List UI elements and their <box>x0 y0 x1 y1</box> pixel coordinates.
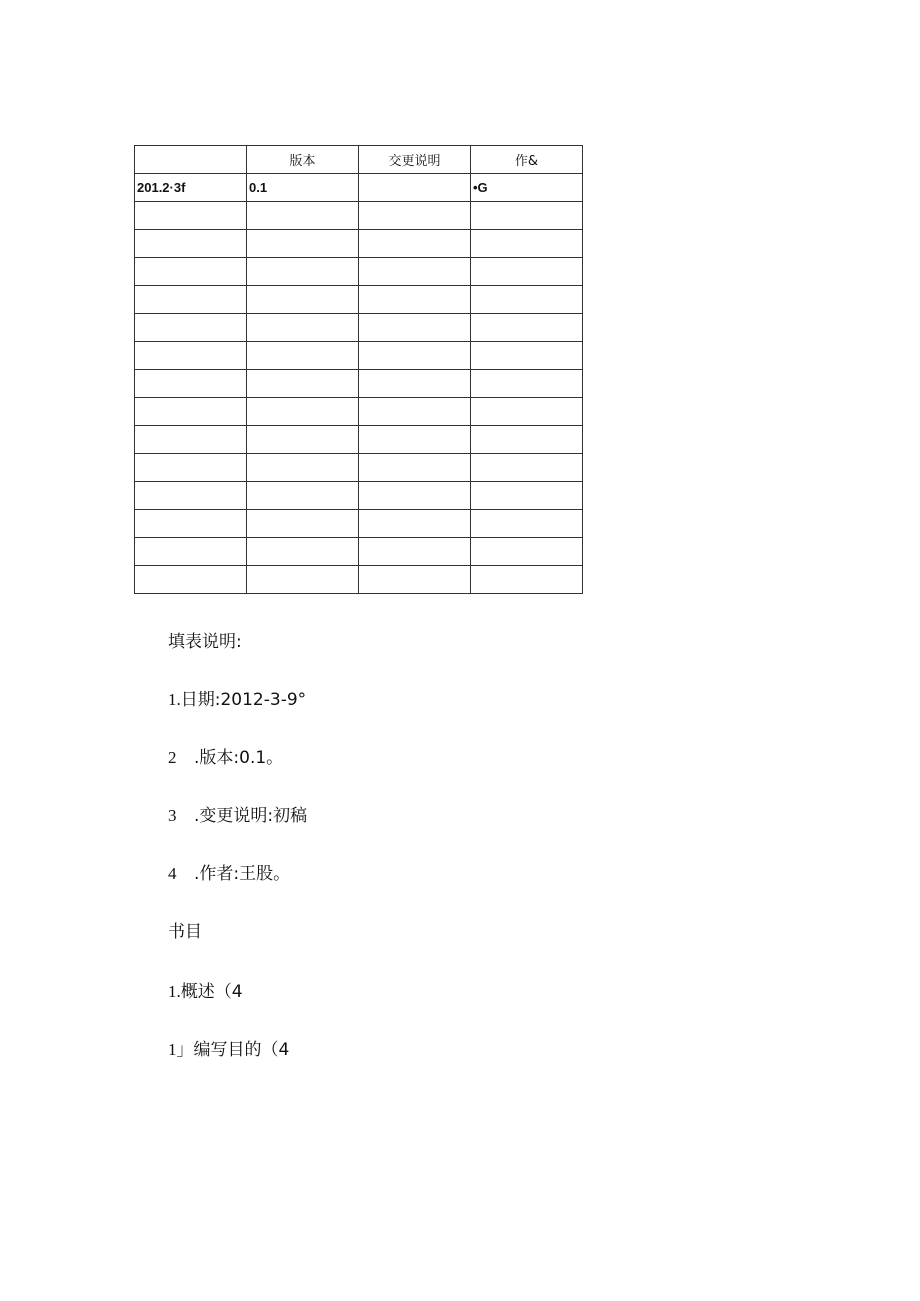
table-row <box>135 286 583 314</box>
item-text: 概述（4 <box>180 982 243 1002</box>
toc-item-overview[interactable] <box>168 981 243 1003</box>
table-cell-change-note <box>359 342 471 370</box>
table-cell-change-note <box>359 258 471 286</box>
table-cell-version <box>247 258 359 286</box>
table-cell-change-note <box>359 286 471 314</box>
table-cell-version <box>247 510 359 538</box>
item-text: .版本:0.1。 <box>194 748 284 768</box>
header-cell-change-note: 交更说明 <box>359 146 471 174</box>
table-cell-version <box>247 314 359 342</box>
table-cell-version <box>247 426 359 454</box>
table-cell-date <box>135 258 247 286</box>
fill-instruction-change-note <box>168 805 307 827</box>
fill-instructions-title: 填表说明: <box>168 632 242 652</box>
table-cell-version <box>247 538 359 566</box>
toc-item-purpose[interactable] <box>168 1039 289 1061</box>
fill-instruction-date <box>168 689 306 711</box>
toc-title: 书目 <box>168 922 202 942</box>
table-cell-change-note <box>359 454 471 482</box>
table-cell-author <box>471 426 583 454</box>
table-row <box>135 314 583 342</box>
table-cell-author <box>471 510 583 538</box>
table-row <box>135 342 583 370</box>
table-cell-version <box>247 370 359 398</box>
table-cell-date <box>135 314 247 342</box>
item-text: 日期:2012-3-9° <box>180 690 307 710</box>
table-cell-date: 201.2·3f <box>135 174 247 202</box>
table-cell-date <box>135 370 247 398</box>
fill-instruction-author <box>168 863 290 885</box>
table-row <box>135 370 583 398</box>
table-row <box>135 510 583 538</box>
item-text: .变更说明:初稿 <box>194 806 308 826</box>
table-cell-version <box>247 482 359 510</box>
table-row <box>135 174 583 202</box>
item-number: 1」 <box>168 1040 194 1059</box>
table-cell-version <box>247 286 359 314</box>
item-number: 2 <box>168 748 177 767</box>
item-number: 1. <box>168 982 181 1001</box>
table-cell-author <box>471 202 583 230</box>
table-row <box>135 230 583 258</box>
table-cell-version <box>247 202 359 230</box>
table-cell-author <box>471 566 583 594</box>
table-cell-date <box>135 202 247 230</box>
table-cell-date <box>135 566 247 594</box>
table-row <box>135 454 583 482</box>
table-cell-change-note <box>359 370 471 398</box>
table-cell-version <box>247 398 359 426</box>
header-cell-date <box>135 146 247 174</box>
item-number: 1. <box>168 690 181 709</box>
table-cell-change-note <box>359 426 471 454</box>
table-cell-version <box>247 230 359 258</box>
table-cell-date <box>135 538 247 566</box>
header-cell-version: 版本 <box>247 146 359 174</box>
table-cell-change-note <box>359 482 471 510</box>
table-cell-author <box>471 342 583 370</box>
table-cell-change-note <box>359 398 471 426</box>
table-row <box>135 426 583 454</box>
table-cell-author <box>471 314 583 342</box>
table-row <box>135 258 583 286</box>
table-cell-date <box>135 230 247 258</box>
item-text: .作者:王股。 <box>194 864 291 884</box>
item-number: 4 <box>168 864 177 883</box>
table-cell-author <box>471 286 583 314</box>
table-cell-change-note <box>359 202 471 230</box>
table-cell-change-note <box>359 538 471 566</box>
table-cell-date <box>135 286 247 314</box>
table-row <box>135 538 583 566</box>
table-cell-author <box>471 398 583 426</box>
table-header-row <box>135 146 583 174</box>
table-row <box>135 566 583 594</box>
fill-instruction-version <box>168 747 283 769</box>
table-cell-version <box>247 342 359 370</box>
table-cell-author <box>471 230 583 258</box>
table-cell-change-note <box>359 566 471 594</box>
item-number: 3 <box>168 806 177 825</box>
table-row <box>135 398 583 426</box>
table-cell-change-note <box>359 510 471 538</box>
table-cell-author <box>471 538 583 566</box>
table-cell-author <box>471 258 583 286</box>
revision-history-table <box>134 145 583 594</box>
table-cell-change-note <box>359 230 471 258</box>
table-row <box>135 482 583 510</box>
table-cell-version <box>247 566 359 594</box>
table-cell-date <box>135 342 247 370</box>
table-cell-author: •G <box>471 174 583 202</box>
item-text: 编写目的（4 <box>193 1040 290 1060</box>
table-cell-date <box>135 510 247 538</box>
table-cell-date <box>135 426 247 454</box>
table-cell-date <box>135 398 247 426</box>
table-cell-change-note <box>359 314 471 342</box>
table-cell-version: 0.1 <box>247 174 359 202</box>
table-cell-date <box>135 454 247 482</box>
table-cell-author <box>471 482 583 510</box>
table-cell-author <box>471 454 583 482</box>
table-cell-author <box>471 370 583 398</box>
table-cell-change-note <box>359 174 471 202</box>
table-cell-date <box>135 482 247 510</box>
table-cell-version <box>247 454 359 482</box>
header-cell-author: 作& <box>471 146 583 174</box>
table-row <box>135 202 583 230</box>
